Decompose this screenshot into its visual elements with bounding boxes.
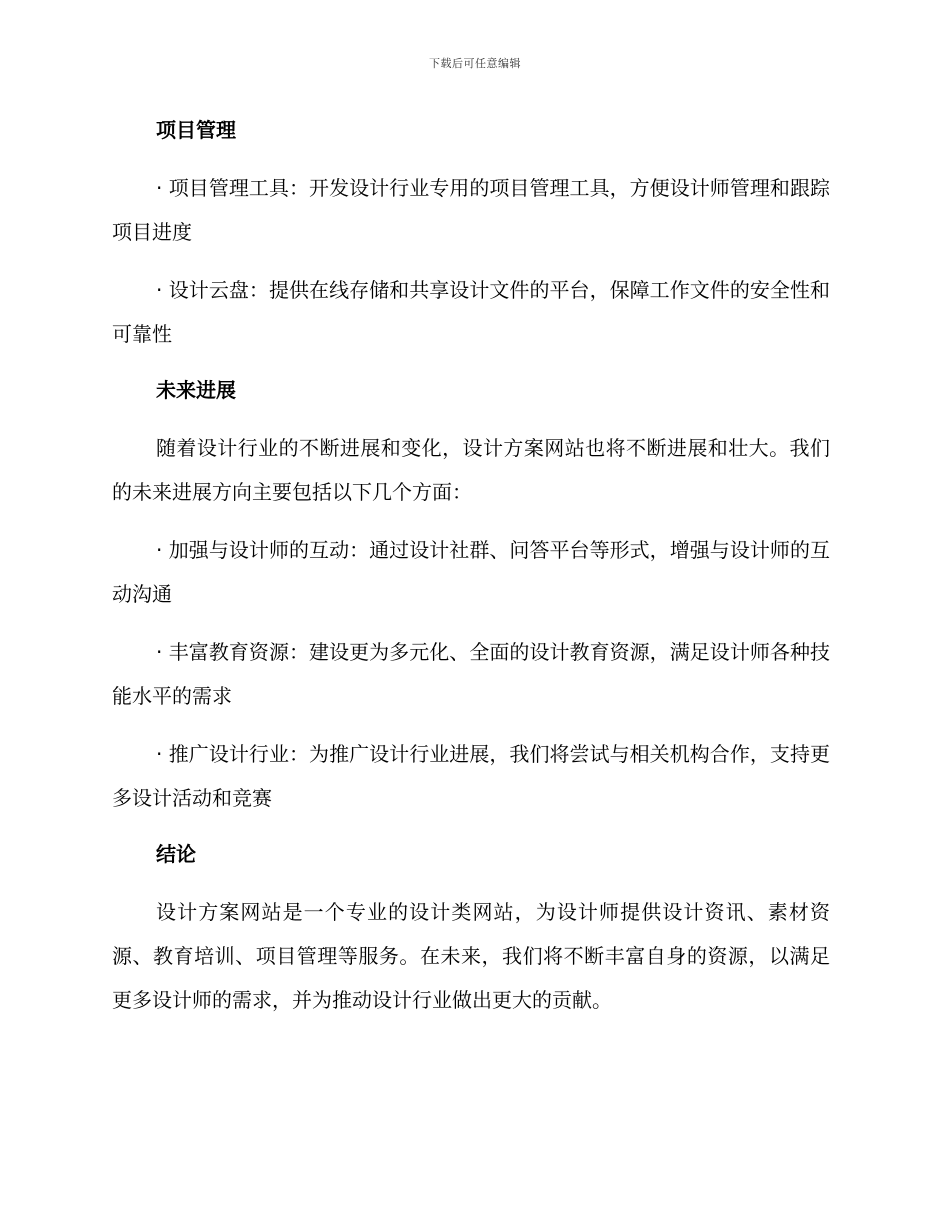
page-header: 下载后可任意编辑 <box>429 57 521 70</box>
section-heading-conclusion: 结论 <box>156 842 196 866</box>
document-body <box>112 110 830 1022</box>
section-heading-future: 未来进展 <box>156 378 236 402</box>
paragraph-future-intro: 随着设计行业的不断进展和变化，设计方案网站也将不断进展和壮大。我们的未来进展方向主要包括以下几个方面： <box>112 436 830 504</box>
paragraph-design-cloud: · 设计云盘：提供在线存储和共享设计文件的平台，保障工作文件的安全性和可靠性 <box>112 278 830 346</box>
paragraph-interaction: · 加强与设计师的互动：通过设计社群、问答平台等形式，增强与设计师的互动沟通 <box>112 538 830 606</box>
paragraph-education: · 丰富教育资源：建设更为多元化、全面的设计教育资源，满足设计师各种技能水平的需求 <box>112 640 830 708</box>
section-heading-project-management: 项目管理 <box>156 118 236 142</box>
paragraph-project-tools: · 项目管理工具：开发设计行业专用的项目管理工具，方便设计师管理和跟踪项目进度 <box>112 176 830 244</box>
paragraph-conclusion: 设计方案网站是一个专业的设计类网站，为设计师提供设计资讯、素材资源、教育培训、项目管理等服务。在未来，我们将不断丰富自身的资源，以满足更多设计师的需求，并为推动设计行业做出更大的贡献。 <box>112 900 830 1012</box>
paragraph-promotion: · 推广设计行业：为推广设计行业进展，我们将尝试与相关机构合作，支持更多设计活动和竞赛 <box>112 742 830 810</box>
